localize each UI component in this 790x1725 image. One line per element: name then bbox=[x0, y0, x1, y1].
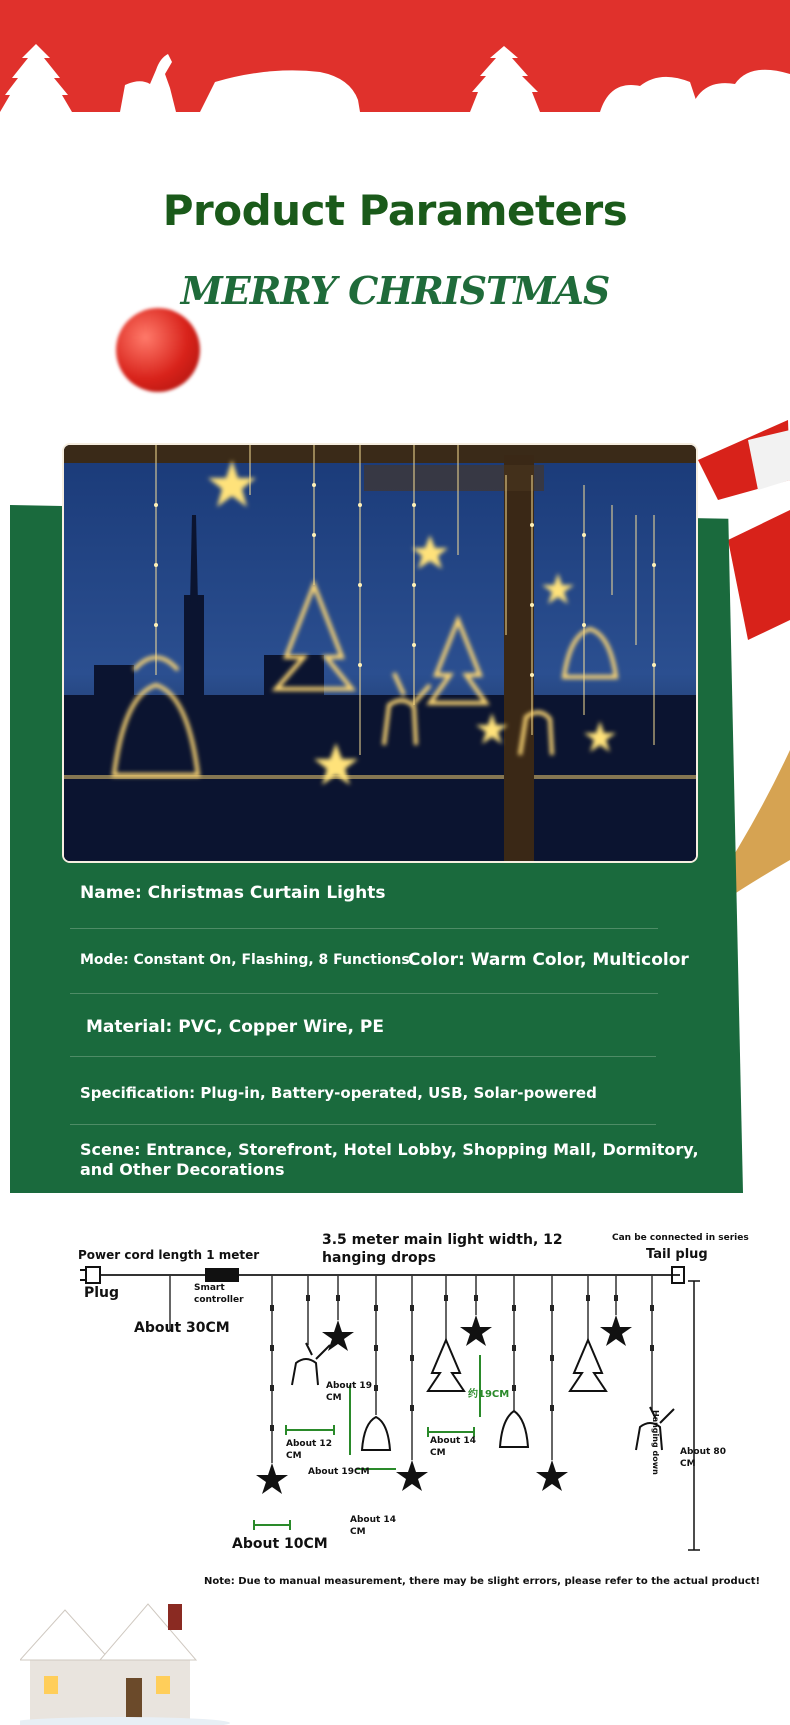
about-19-label-1: About 19 bbox=[326, 1381, 372, 1391]
ornament-ball-icon bbox=[116, 308, 200, 392]
about-80-label-1: About 80 bbox=[680, 1447, 726, 1457]
tail-plug-label: Tail plug bbox=[646, 1247, 708, 1262]
main-width-label-1: 3.5 meter main light width, 12 bbox=[322, 1232, 563, 1248]
about-14-label-b1: About 14 bbox=[430, 1436, 476, 1446]
divider bbox=[70, 993, 658, 994]
divider bbox=[70, 1056, 656, 1057]
about-12-label-2: CM bbox=[286, 1451, 302, 1461]
about-10-label: About 10CM bbox=[232, 1536, 328, 1552]
about-14-label-a2: CM bbox=[350, 1527, 366, 1537]
product-photo bbox=[62, 443, 698, 863]
param-scene: Scene: Entrance, Storefront, Hotel Lobby, Shopping Mall, Dormitory, and Other Decorations bbox=[80, 1140, 699, 1179]
main-width-label-2: hanging drops bbox=[322, 1250, 436, 1266]
divider bbox=[70, 1124, 656, 1125]
about-19-label-2: CM bbox=[326, 1393, 342, 1403]
top-banner bbox=[0, 0, 790, 112]
power-cord-label: Power cord length 1 meter bbox=[78, 1248, 260, 1262]
measurement-note: Note: Due to manual measurement, there may be slight errors, please refer to the actual product! bbox=[204, 1576, 761, 1587]
christmas-silhouette-decoration bbox=[0, 0, 790, 112]
plug-label: Plug bbox=[84, 1285, 120, 1301]
page-subtitle: MERRY CHRISTMAS bbox=[180, 268, 610, 313]
param-color: Color: Warm Color, Multicolor bbox=[408, 950, 689, 970]
series-label: Can be connected in series bbox=[612, 1233, 749, 1243]
curtain-lights-photo-icon bbox=[64, 445, 696, 861]
page-title: Product Parameters bbox=[162, 186, 628, 235]
about-14-label-a1: About 14 bbox=[350, 1515, 396, 1525]
smart-controller-label-1: Smart bbox=[194, 1283, 225, 1293]
hanging-down-label: Hanging down bbox=[651, 1410, 660, 1475]
param-specification: Specification: Plug-in, Battery-operated, USB, Solar-powered bbox=[80, 1084, 597, 1102]
snowy-house-icon bbox=[20, 1598, 230, 1725]
smart-controller-label-2: controller bbox=[194, 1295, 244, 1305]
param-mode: Mode: Constant On, Flashing, 8 Functions bbox=[80, 952, 410, 968]
about-19-cn-label: 约19CM bbox=[468, 1389, 510, 1400]
param-name: Name: Christmas Curtain Lights bbox=[80, 883, 386, 903]
about-30-label: About 30CM bbox=[134, 1320, 230, 1336]
about-80-label-2: CM bbox=[680, 1459, 696, 1469]
about-12-label-1: About 12 bbox=[286, 1439, 332, 1449]
about-19c-label: About 19CM bbox=[308, 1467, 370, 1477]
about-14-label-b2: CM bbox=[430, 1448, 446, 1458]
divider bbox=[70, 928, 658, 929]
param-material: Material: PVC, Copper Wire, PE bbox=[86, 1017, 385, 1037]
